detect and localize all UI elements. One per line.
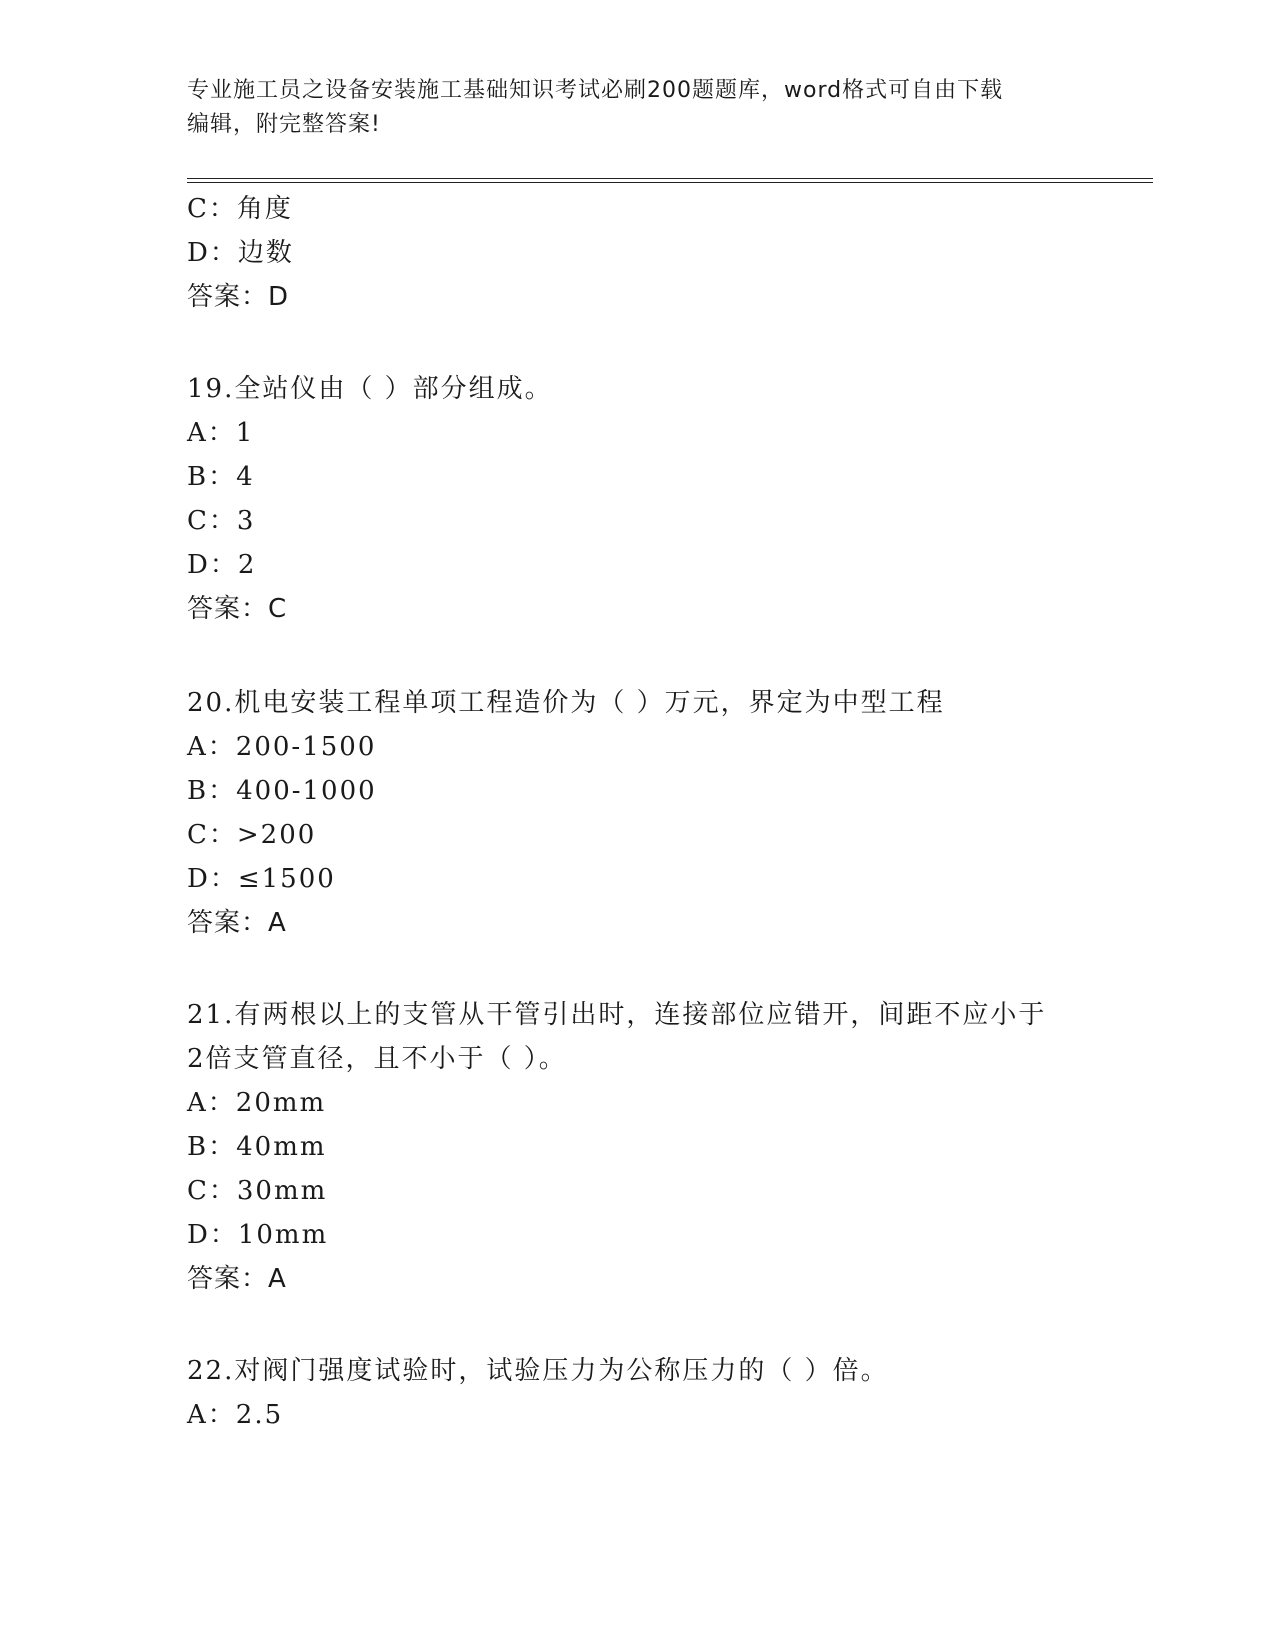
q18-answer: 答案：D	[187, 282, 290, 312]
q19-answer: 答案：C	[187, 594, 288, 624]
q18-option-c: C：角度	[187, 194, 293, 224]
q19-option-b: B：4	[187, 462, 255, 492]
header-title-line2: 编辑，附完整答案!	[187, 112, 381, 137]
q20-option-a: A：200-1500	[187, 732, 377, 762]
header-divider-bottom	[187, 182, 1153, 183]
q21-option-d: D：10mm	[187, 1220, 329, 1250]
q20-answer: 答案：A	[187, 908, 287, 938]
q20-question: 20.机电安装工程单项工程造价为（ ）万元，界定为中型工程	[187, 688, 945, 718]
q21-question-line2: 2倍支管直径，且不小于（ ）。	[187, 1044, 567, 1074]
document-header	[187, 74, 1087, 142]
q19-question: 19.全站仪由（ ）部分组成。	[187, 374, 553, 404]
q21-answer: 答案：A	[187, 1264, 287, 1294]
q22-option-a: A：2.5	[187, 1400, 284, 1430]
q21-question-line1: 21.有两根以上的支管从干管引出时，连接部位应错开，间距不应小于	[187, 1000, 1047, 1030]
header-title-line1: 专业施工员之设备安装施工基础知识考试必刷200题题库，word格式可自由下载	[187, 78, 1004, 103]
q20-option-c: C：>200	[187, 820, 317, 850]
q21-option-a: A：20mm	[187, 1088, 327, 1118]
q21-option-c: C：30mm	[187, 1176, 328, 1206]
q18-option-d: D：边数	[187, 238, 294, 268]
q21-option-b: B：40mm	[187, 1132, 327, 1162]
q20-option-b: B：400-1000	[187, 776, 377, 806]
q19-option-c: C：3	[187, 506, 256, 536]
header-divider-top	[187, 178, 1153, 179]
q19-option-d: D：2	[187, 550, 257, 580]
q22-question: 22.对阀门强度试验时，试验压力为公称压力的（ ）倍。	[187, 1356, 889, 1386]
q19-option-a: A：1	[187, 418, 255, 448]
q20-option-d: D：≤1500	[187, 864, 336, 894]
